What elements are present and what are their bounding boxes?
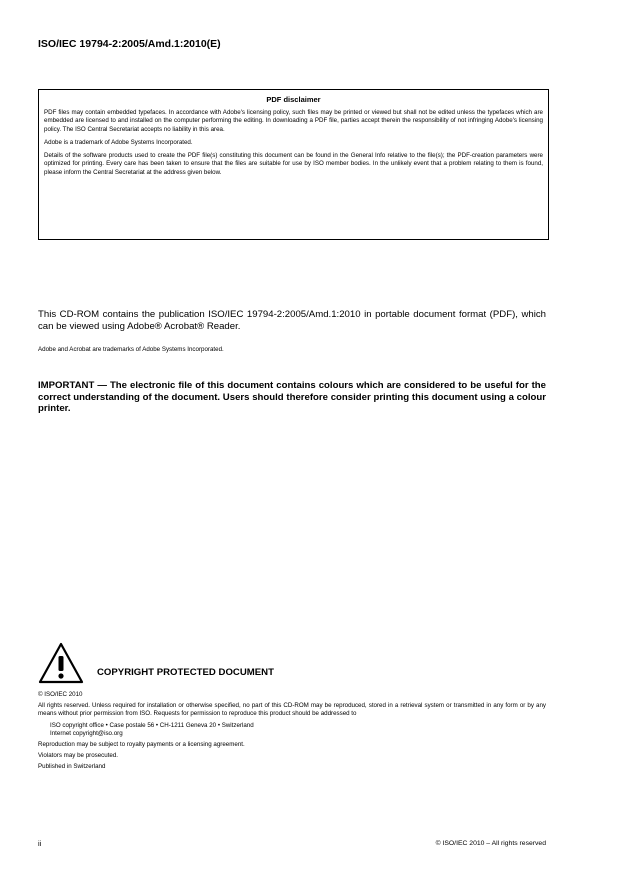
disclaimer-paragraph-typefaces: PDF files may contain embedded typefaces. In accordance with Adobe's licensing policy, such files may be printed or viewed but shall not be edited unless the typefaces which are embedded are licensed to and installed on the computer performing the editing. In downloading a PDF file, parties accept therein the responsibility of not infringing Adobe's licensing policy. The ISO Central Secretariat accepts no liability in this area. xyxy=(44,109,543,133)
page-number: ii xyxy=(38,839,42,848)
disclaimer-title: PDF disclaimer xyxy=(266,95,321,104)
copyright-heading: COPYRIGHT PROTECTED DOCUMENT xyxy=(97,667,274,678)
copyright-office-address: ISO copyright office • Case postale 56 • CH-1211 Geneva 20 • Switzerland xyxy=(50,721,254,729)
footer-rights: © ISO/IEC 2010 – All rights reserved xyxy=(435,840,546,847)
document-id-header: ISO/IEC 19794-2:2005/Amd.1:2010(E) xyxy=(38,38,221,50)
violators-text: Violators may be prosecuted. xyxy=(38,752,119,760)
important-notice: IMPORTANT — The electronic file of this document contains colours which are considered to be useful for the correct understanding of the document. Users should therefore consider printing this document using a colour printer. xyxy=(38,380,546,415)
copyright-internet: Internet copyright@iso.org xyxy=(50,729,123,737)
rights-text: All rights reserved. Unless required for installation or otherwise specified, no part of this CD-ROM may be reproduced, stored in a retrieval system or transmitted in any form or by any means without prior permission from ISO. Requests for permission to reproduce this product should be addressed to xyxy=(38,702,546,718)
published-text: Published in Switzerland xyxy=(38,763,106,771)
pdf-disclaimer-box xyxy=(38,89,549,240)
disclaimer-paragraph-software: Details of the software products used to create the PDF file(s) constituting this document can be found in the General Info relative to the file(s); the PDF-creation parameters were optimized for printing. Every care has been taken to ensure that the files are suitable for use by ISO member bodies. In the unlikely event that a problem relating to them is found, please inform the Central Secretariat at the address given below. xyxy=(44,152,543,176)
trademark-note: Adobe and Acrobat are trademarks of Adobe Systems Incorporated. xyxy=(38,346,224,353)
copyright-line: © ISO/IEC 2010 xyxy=(38,691,83,698)
disclaimer-paragraph-trademark: Adobe is a trademark of Adobe Systems Incorporated. xyxy=(44,138,193,146)
cdrom-description: This CD-ROM contains the publication ISO/IEC 19794-2:2005/Amd.1:2010 in portable document format (PDF), which can be viewed using Adobe® Acrobat® Reader. xyxy=(38,309,546,332)
warning-icon xyxy=(38,642,84,684)
reproduction-text: Reproduction may be subject to royalty payments or a licensing agreement. xyxy=(38,741,245,749)
copyright-block xyxy=(38,691,546,775)
